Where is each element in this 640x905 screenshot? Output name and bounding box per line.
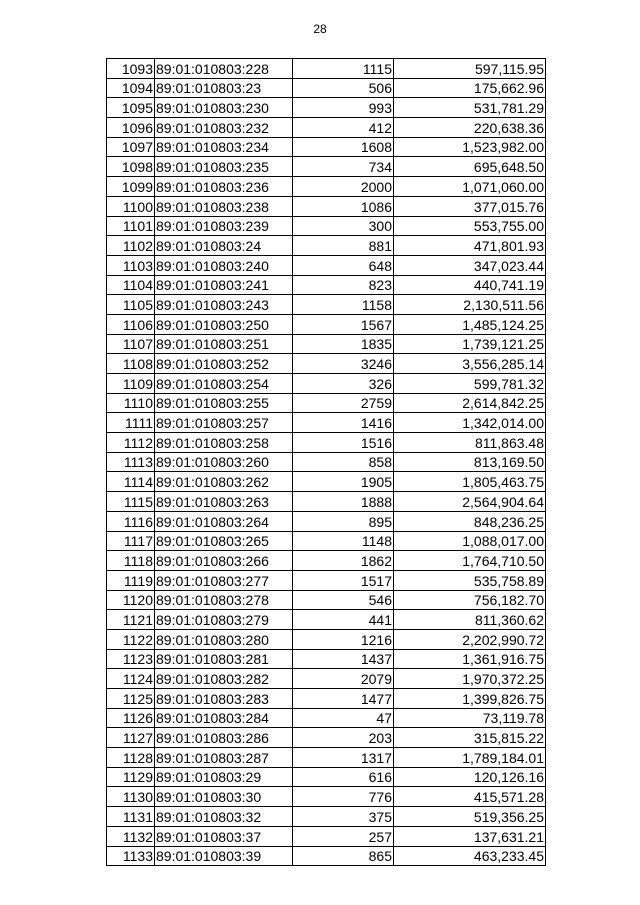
cadastral-number-cell: 89:01:010803:252 (155, 354, 293, 374)
row-number-cell: 1098 (107, 157, 155, 177)
row-number-cell: 1107 (107, 334, 155, 354)
cadastral-number-cell: 89:01:010803:264 (155, 511, 293, 531)
area-cell: 300 (293, 216, 394, 236)
row-number-cell: 1121 (107, 610, 155, 630)
area-cell: 1567 (293, 314, 394, 334)
table-row (107, 433, 546, 453)
table-row (107, 334, 546, 354)
cadastral-number-cell: 89:01:010803:255 (155, 393, 293, 413)
cadastral-number-cell: 89:01:010803:281 (155, 649, 293, 669)
table-row (107, 275, 546, 295)
cadastral-value-cell: 1,485,124.25 (394, 314, 546, 334)
land-registry-table (106, 58, 546, 866)
row-number-cell: 1117 (107, 531, 155, 551)
table-row (107, 511, 546, 531)
table-row (107, 807, 546, 827)
cadastral-number-cell: 89:01:010803:235 (155, 157, 293, 177)
area-cell: 1158 (293, 295, 394, 315)
row-number-cell: 1116 (107, 511, 155, 531)
area-cell: 1517 (293, 570, 394, 590)
row-number-cell: 1114 (107, 472, 155, 492)
table-row (107, 826, 546, 846)
area-cell: 1835 (293, 334, 394, 354)
table-row (107, 78, 546, 98)
cadastral-value-cell: 531,781.29 (394, 98, 546, 118)
row-number-cell: 1126 (107, 708, 155, 728)
row-number-cell: 1109 (107, 374, 155, 394)
cadastral-value-cell: 137,631.21 (394, 826, 546, 846)
cadastral-value-cell: 1,342,014.00 (394, 413, 546, 433)
cadastral-number-cell: 89:01:010803:282 (155, 669, 293, 689)
table-row (107, 216, 546, 236)
table-row (107, 59, 546, 79)
row-number-cell: 1133 (107, 846, 155, 866)
cadastral-number-cell: 89:01:010803:266 (155, 551, 293, 571)
cadastral-value-cell: 1,071,060.00 (394, 177, 546, 197)
table-row (107, 314, 546, 334)
table-row (107, 846, 546, 866)
cadastral-number-cell: 89:01:010803:280 (155, 629, 293, 649)
cadastral-value-cell: 175,662.96 (394, 78, 546, 98)
cadastral-value-cell: 756,182.70 (394, 590, 546, 610)
page-number: 28 (313, 22, 327, 36)
row-number-cell: 1119 (107, 570, 155, 590)
cadastral-number-cell: 89:01:010803:284 (155, 708, 293, 728)
table-row (107, 728, 546, 748)
table-row (107, 452, 546, 472)
cadastral-number-cell: 89:01:010803:238 (155, 196, 293, 216)
area-cell: 1086 (293, 196, 394, 216)
table-row (107, 393, 546, 413)
area-cell: 1115 (293, 59, 394, 79)
cadastral-number-cell: 89:01:010803:30 (155, 787, 293, 807)
cadastral-value-cell: 1,789,184.01 (394, 748, 546, 768)
area-cell: 1608 (293, 137, 394, 157)
row-number-cell: 1105 (107, 295, 155, 315)
cadastral-number-cell: 89:01:010803:265 (155, 531, 293, 551)
table-row (107, 295, 546, 315)
cadastral-value-cell: 1,764,710.50 (394, 551, 546, 571)
row-number-cell: 1128 (107, 748, 155, 768)
table-row (107, 748, 546, 768)
cadastral-value-cell: 848,236.25 (394, 511, 546, 531)
cadastral-number-cell: 89:01:010803:260 (155, 452, 293, 472)
row-number-cell: 1095 (107, 98, 155, 118)
area-cell: 776 (293, 787, 394, 807)
row-number-cell: 1099 (107, 177, 155, 197)
row-number-cell: 1125 (107, 689, 155, 709)
area-cell: 257 (293, 826, 394, 846)
cadastral-number-cell: 89:01:010803:39 (155, 846, 293, 866)
table-row (107, 551, 546, 571)
area-cell: 506 (293, 78, 394, 98)
table-body (107, 59, 546, 866)
row-number-cell: 1130 (107, 787, 155, 807)
cadastral-value-cell: 315,815.22 (394, 728, 546, 748)
cadastral-number-cell: 89:01:010803:243 (155, 295, 293, 315)
cadastral-value-cell: 2,614,842.25 (394, 393, 546, 413)
row-number-cell: 1111 (107, 413, 155, 433)
cadastral-value-cell: 3,556,285.14 (394, 354, 546, 374)
row-number-cell: 1096 (107, 118, 155, 138)
table-row (107, 196, 546, 216)
area-cell: 375 (293, 807, 394, 827)
cadastral-number-cell: 89:01:010803:240 (155, 255, 293, 275)
cadastral-value-cell: 377,015.76 (394, 196, 546, 216)
cadastral-value-cell: 471,801.93 (394, 236, 546, 256)
row-number-cell: 1102 (107, 236, 155, 256)
row-number-cell: 1122 (107, 629, 155, 649)
area-cell: 1317 (293, 748, 394, 768)
area-cell: 616 (293, 767, 394, 787)
area-cell: 1516 (293, 433, 394, 453)
row-number-cell: 1112 (107, 433, 155, 453)
cadastral-number-cell: 89:01:010803:263 (155, 492, 293, 512)
cadastral-number-cell: 89:01:010803:234 (155, 137, 293, 157)
row-number-cell: 1118 (107, 551, 155, 571)
cadastral-value-cell: 1,088,017.00 (394, 531, 546, 551)
cadastral-number-cell: 89:01:010803:277 (155, 570, 293, 590)
row-number-cell: 1097 (107, 137, 155, 157)
area-cell: 1905 (293, 472, 394, 492)
area-cell: 881 (293, 236, 394, 256)
row-number-cell: 1100 (107, 196, 155, 216)
cadastral-number-cell: 89:01:010803:230 (155, 98, 293, 118)
table-row (107, 118, 546, 138)
area-cell: 1888 (293, 492, 394, 512)
table-row (107, 413, 546, 433)
row-number-cell: 1127 (107, 728, 155, 748)
table-row (107, 374, 546, 394)
cadastral-number-cell: 89:01:010803:250 (155, 314, 293, 334)
cadastral-value-cell: 553,755.00 (394, 216, 546, 236)
cadastral-value-cell: 2,564,904.64 (394, 492, 546, 512)
row-number-cell: 1120 (107, 590, 155, 610)
table-row (107, 669, 546, 689)
table-row (107, 689, 546, 709)
area-cell: 441 (293, 610, 394, 630)
cadastral-number-cell: 89:01:010803:251 (155, 334, 293, 354)
area-cell: 546 (293, 590, 394, 610)
cadastral-value-cell: 73,119.78 (394, 708, 546, 728)
cadastral-number-cell: 89:01:010803:258 (155, 433, 293, 453)
area-cell: 2000 (293, 177, 394, 197)
cadastral-number-cell: 89:01:010803:279 (155, 610, 293, 630)
table-row (107, 649, 546, 669)
row-number-cell: 1094 (107, 78, 155, 98)
table-row (107, 137, 546, 157)
area-cell: 412 (293, 118, 394, 138)
table-row (107, 255, 546, 275)
row-number-cell: 1103 (107, 255, 155, 275)
table-row (107, 472, 546, 492)
cadastral-number-cell: 89:01:010803:241 (155, 275, 293, 295)
cadastral-value-cell: 1,523,982.00 (394, 137, 546, 157)
table-row (107, 157, 546, 177)
cadastral-value-cell: 1,399,826.75 (394, 689, 546, 709)
area-cell: 1862 (293, 551, 394, 571)
table-row (107, 570, 546, 590)
cadastral-value-cell: 120,126.16 (394, 767, 546, 787)
row-number-cell: 1129 (107, 767, 155, 787)
area-cell: 1437 (293, 649, 394, 669)
cadastral-number-cell: 89:01:010803:236 (155, 177, 293, 197)
cadastral-number-cell: 89:01:010803:254 (155, 374, 293, 394)
table-row (107, 629, 546, 649)
table-row (107, 610, 546, 630)
area-cell: 326 (293, 374, 394, 394)
cadastral-number-cell: 89:01:010803:37 (155, 826, 293, 846)
row-number-cell: 1110 (107, 393, 155, 413)
cadastral-value-cell: 2,130,511.56 (394, 295, 546, 315)
row-number-cell: 1124 (107, 669, 155, 689)
cadastral-number-cell: 89:01:010803:32 (155, 807, 293, 827)
row-number-cell: 1101 (107, 216, 155, 236)
cadastral-value-cell: 1,970,372.25 (394, 669, 546, 689)
table-row (107, 354, 546, 374)
cadastral-number-cell: 89:01:010803:24 (155, 236, 293, 256)
cadastral-value-cell: 220,638.36 (394, 118, 546, 138)
area-cell: 858 (293, 452, 394, 472)
area-cell: 2759 (293, 393, 394, 413)
cadastral-value-cell: 1,739,121.25 (394, 334, 546, 354)
row-number-cell: 1106 (107, 314, 155, 334)
row-number-cell: 1132 (107, 826, 155, 846)
area-cell: 1477 (293, 689, 394, 709)
cadastral-number-cell: 89:01:010803:228 (155, 59, 293, 79)
table-row (107, 531, 546, 551)
cadastral-value-cell: 1,805,463.75 (394, 472, 546, 492)
area-cell: 993 (293, 98, 394, 118)
cadastral-number-cell: 89:01:010803:287 (155, 748, 293, 768)
cadastral-number-cell: 89:01:010803:286 (155, 728, 293, 748)
cadastral-value-cell: 1,361,916.75 (394, 649, 546, 669)
table-row (107, 492, 546, 512)
area-cell: 1148 (293, 531, 394, 551)
cadastral-value-cell: 415,571.28 (394, 787, 546, 807)
area-cell: 2079 (293, 669, 394, 689)
cadastral-number-cell: 89:01:010803:283 (155, 689, 293, 709)
row-number-cell: 1131 (107, 807, 155, 827)
area-cell: 865 (293, 846, 394, 866)
row-number-cell: 1108 (107, 354, 155, 374)
area-cell: 3246 (293, 354, 394, 374)
row-number-cell: 1115 (107, 492, 155, 512)
row-number-cell: 1093 (107, 59, 155, 79)
row-number-cell: 1123 (107, 649, 155, 669)
area-cell: 47 (293, 708, 394, 728)
cadastral-value-cell: 463,233.45 (394, 846, 546, 866)
area-cell: 648 (293, 255, 394, 275)
area-cell: 1416 (293, 413, 394, 433)
cadastral-value-cell: 535,758.89 (394, 570, 546, 590)
table-row (107, 177, 546, 197)
area-cell: 203 (293, 728, 394, 748)
cadastral-value-cell: 695,648.50 (394, 157, 546, 177)
row-number-cell: 1104 (107, 275, 155, 295)
cadastral-value-cell: 347,023.44 (394, 255, 546, 275)
cadastral-value-cell: 811,360.62 (394, 610, 546, 630)
area-cell: 1216 (293, 629, 394, 649)
area-cell: 895 (293, 511, 394, 531)
cadastral-number-cell: 89:01:010803:23 (155, 78, 293, 98)
table-row (107, 708, 546, 728)
cadastral-number-cell: 89:01:010803:257 (155, 413, 293, 433)
cadastral-value-cell: 519,356.25 (394, 807, 546, 827)
cadastral-value-cell: 813,169.50 (394, 452, 546, 472)
cadastral-number-cell: 89:01:010803:262 (155, 472, 293, 492)
cadastral-value-cell: 599,781.32 (394, 374, 546, 394)
table-row (107, 590, 546, 610)
cadastral-number-cell: 89:01:010803:278 (155, 590, 293, 610)
cadastral-value-cell: 2,202,990.72 (394, 629, 546, 649)
cadastral-value-cell: 597,115.95 (394, 59, 546, 79)
table-row (107, 787, 546, 807)
cadastral-value-cell: 811,863.48 (394, 433, 546, 453)
cadastral-number-cell: 89:01:010803:232 (155, 118, 293, 138)
cadastral-value-cell: 440,741.19 (394, 275, 546, 295)
area-cell: 823 (293, 275, 394, 295)
table-row (107, 767, 546, 787)
area-cell: 734 (293, 157, 394, 177)
row-number-cell: 1113 (107, 452, 155, 472)
cadastral-number-cell: 89:01:010803:239 (155, 216, 293, 236)
cadastral-number-cell: 89:01:010803:29 (155, 767, 293, 787)
table-row (107, 98, 546, 118)
table-row (107, 236, 546, 256)
